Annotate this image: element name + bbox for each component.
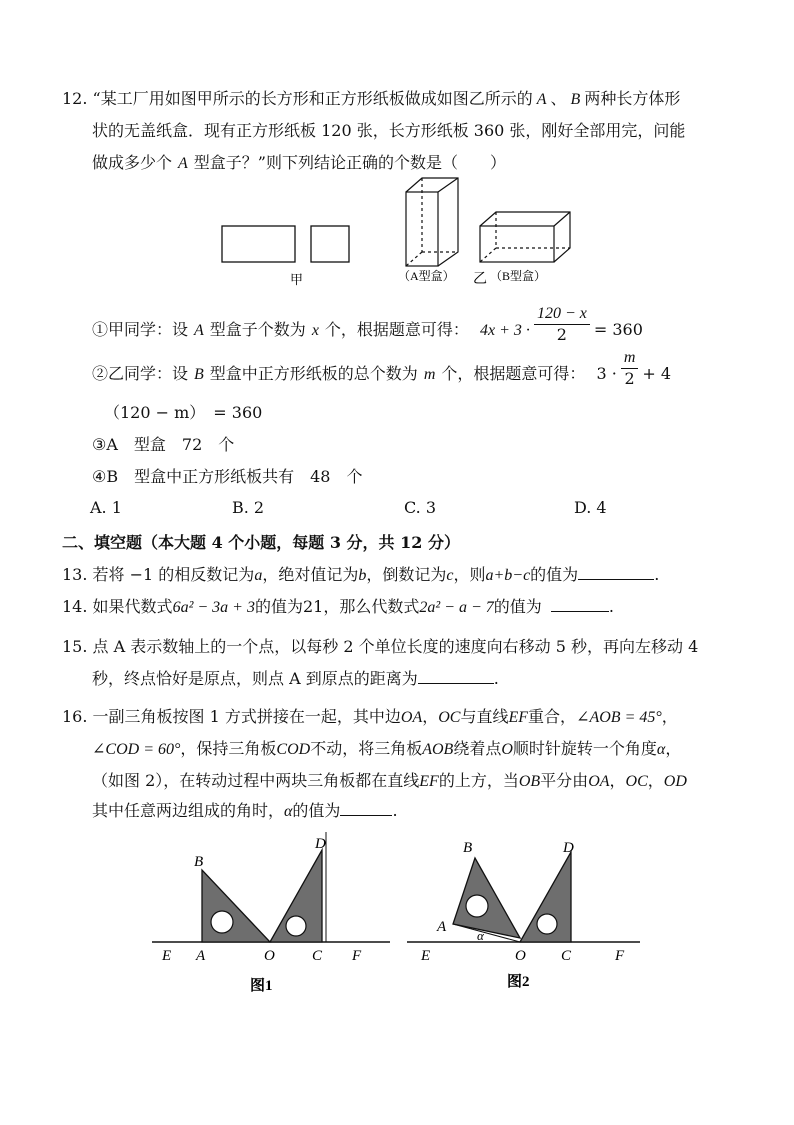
fig2-label-o: O xyxy=(515,948,526,964)
option-d[interactable]: D. 4 xyxy=(574,498,607,517)
q12-number: 12. xyxy=(62,89,88,108)
figure-1 xyxy=(150,830,395,1000)
q12-statement-2-cont: （120 − m） = 360 xyxy=(104,403,263,422)
option-c[interactable]: C. 3 xyxy=(404,498,437,517)
figure-1-caption: 图1 xyxy=(250,978,273,994)
triangle-aob-rotated xyxy=(453,858,520,938)
fig2-label-alpha: α xyxy=(477,928,484,943)
q16-line2: ∠COD = 60°，保持三角板COD不动，将三角板AOB绕着点O顺时针旋转一个角度α， xyxy=(92,739,682,758)
q12-statement-2: ②乙同学：设 B 型盒中正方形纸板的总个数为 m 个，根据题意可得： 3 · $\frac{m}{2}$ + 4 xyxy=(92,349,672,388)
section-2-title: 二、填空题（本大题 4 个小题，每题 3 分，共 12 分） xyxy=(62,533,460,552)
rectangle-board xyxy=(222,226,295,262)
fig1-label-d: D xyxy=(315,836,326,852)
q16-line3: （如图 2），在转动过程中两块三角板都在直线EF的上方，当OB平分由OA，OC，OD xyxy=(92,771,687,790)
box-a-drawing xyxy=(406,178,458,266)
q14: 14. 如果代数式6a² − 3a + 3的值为21，那么代数式2a² − a − 7的值为 . xyxy=(62,597,614,616)
q12-figure xyxy=(210,170,590,290)
triangle-aob-hole xyxy=(211,911,233,933)
fig1-label-o: O xyxy=(264,948,275,964)
q14-answer-blank[interactable] xyxy=(551,597,609,612)
triangle-cod-hole xyxy=(286,916,306,936)
q16-answer-blank[interactable] xyxy=(340,801,392,816)
triangle-cod-hole xyxy=(537,914,557,934)
fig1-label-f: F xyxy=(352,948,362,964)
q15-line2: 秒，终点恰好是原点，则点 A 到原点的距离为 . xyxy=(92,669,499,688)
fig-jia-label: 甲 xyxy=(290,272,304,287)
fig1-label-c: C xyxy=(312,948,323,964)
q16-line4: 其中任意两边组成的角时，α的值为 . xyxy=(92,801,398,820)
fig2-label-f: F xyxy=(615,948,625,964)
fig1-label-b: B xyxy=(194,854,204,870)
figure-2-caption: 图2 xyxy=(507,974,530,990)
q13-answer-blank[interactable] xyxy=(578,565,654,580)
q12-statement-4: ④B 型盒中正方形纸板共有 48 个 xyxy=(92,467,363,486)
fig-a-label: （A型盒） xyxy=(398,269,455,283)
q12-line1: 12. “某工厂用如图甲所示的长方形和正方形纸板做成如图乙所示的 A 、 B 两种长方体形 xyxy=(62,89,681,108)
option-a[interactable]: A. 1 xyxy=(90,498,122,517)
fig1-label-a: A xyxy=(196,948,206,964)
q12-s2-fraction: $\frac{m}{2}$ xyxy=(621,348,639,389)
fig2-label-b: B xyxy=(463,840,473,856)
fig2-label-a: A xyxy=(437,919,447,935)
q13: 13. 若将 −1 的相反数记为a，绝对值记为b，倒数记为c，则a+b−c的值为 . xyxy=(62,565,660,584)
q12-line3: 做成多少个 A 型盒子？”则下列结论正确的个数是（ ） xyxy=(92,153,506,172)
fig2-label-e: E xyxy=(421,948,431,964)
figure-2 xyxy=(405,830,650,1000)
q12-statement-1: ①甲同学：设 A 型盒子个数为 x 个，根据题意可得： 4x + 3 · $\frac{120 - x}{2}$ = 360 xyxy=(92,305,643,344)
triangle-aob xyxy=(202,870,270,942)
q12-s1-fraction: $\frac{120 - x}{2}$ xyxy=(534,304,590,345)
triangle-aob-hole xyxy=(466,895,488,917)
q15-line1: 15. 点 A 表示数轴上的一个点，以每秒 2 个单位长度的速度向右移动 5 秒，再向左移动 4 xyxy=(62,637,699,656)
q12-line2: 状的无盖纸盒．现有正方形纸板 120 张，长方形纸板 360 张，刚好全部用完，问能 xyxy=(92,121,686,140)
fig1-label-e: E xyxy=(162,948,172,964)
fig-yi-label: 乙 xyxy=(473,272,487,287)
square-board xyxy=(311,226,349,262)
q12-s1-equation: 4x + 3 · $\frac{120 - x}{2}$ = 360 xyxy=(480,305,643,344)
q12-s2-equation: 3 · $\frac{m}{2}$ + 4 xyxy=(596,349,672,388)
option-b[interactable]: B. 2 xyxy=(232,498,265,517)
fig2-label-d: D xyxy=(563,840,574,856)
q15-answer-blank[interactable] xyxy=(418,669,494,684)
q16-line1: 16. 一副三角板按图 1 方式拼接在一起，其中边OA，OC与直线EF重合，∠AOB = 45°， xyxy=(62,707,678,726)
box-b-drawing xyxy=(480,212,570,262)
q12-statement-3: ③A 型盒 72 个 xyxy=(92,435,235,454)
fig2-label-c: C xyxy=(561,948,572,964)
fig-b-label: （B型盒） xyxy=(490,269,547,283)
